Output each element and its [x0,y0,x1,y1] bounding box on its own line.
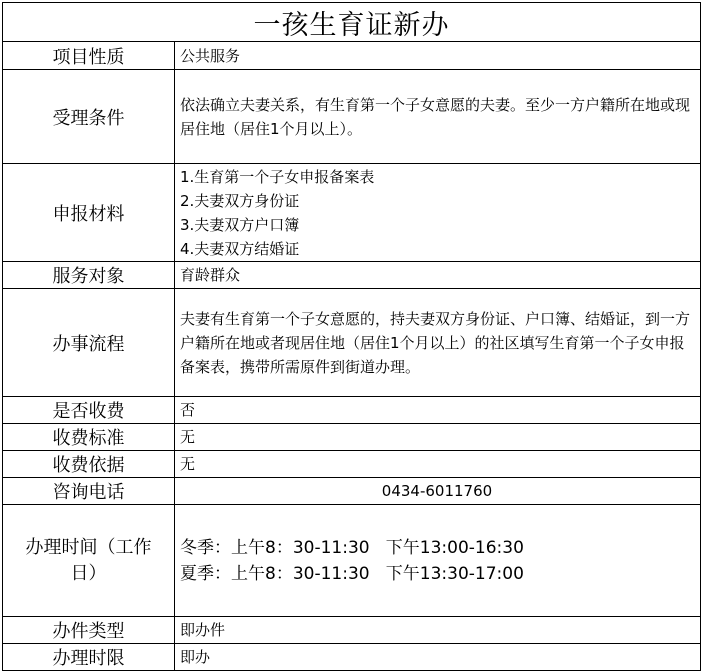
table-row [3,451,701,478]
hours-value [175,505,701,617]
table-row [3,505,701,617]
row-value: 否 [175,397,701,424]
row-value [175,70,701,164]
winter-hours: 冬季：上午8：30-11:30 下午13:00-16:30 [180,537,524,558]
list-item: 1.生育第一个子女申报备案表 [180,167,375,186]
row-value: 公共服务 [175,42,701,70]
row-value [175,289,701,397]
row-label: 收费依据 [3,451,175,478]
table-row [3,424,701,451]
row-value: 育龄群众 [175,262,701,289]
row-label: 受理条件 [3,70,175,164]
table-row [3,289,701,397]
hours-label-line2: 日） [70,562,107,584]
row-label: 申报材料 [3,164,175,262]
list-item: 2.夫妻双方身份证 [180,191,300,210]
table-row [3,478,701,505]
phone-number: 0434-6011760 [175,478,701,505]
row-value: 无 [175,451,701,478]
hours-label-line1: 办理时间（工作 [25,536,152,558]
table-row [3,644,701,671]
list-item: 4.夫妻双方结婚证 [180,239,300,258]
table-row [3,617,701,644]
row-label: 服务对象 [3,262,175,289]
table-row [3,397,701,424]
table-row [3,262,701,289]
table-row [3,42,701,70]
materials-list [175,164,701,262]
info-table [2,41,701,671]
row-label: 是否收费 [3,397,175,424]
row-label: 收费标准 [3,424,175,451]
table-row [3,164,701,262]
list-item: 3.夫妻双方户口簿 [180,215,300,234]
row-label [3,505,175,617]
row-value: 即办件 [175,617,701,644]
row-label: 咨询电话 [3,478,175,505]
row-label: 办理时限 [3,644,175,671]
conditions-text: 依法确立夫妻关系，有生育第一个子女意愿的夫妻。至少一方户籍所在地或现居住地（居住1个月以上）。 [180,95,691,138]
row-label: 项目性质 [3,42,175,70]
process-text: 夫妻有生育第一个子女意愿的，持夫妻双方身份证、户口簿、结婚证，到一方户籍所在地或者现居住地（居住1个月以上）的社区填写生育第一个子女申报备案表，携带所需原件到街道办理。 [180,309,691,376]
row-value: 无 [175,424,701,451]
table-row [3,70,701,164]
row-label: 办件类型 [3,617,175,644]
row-label: 办事流程 [3,289,175,397]
summer-hours: 夏季：上午8：30-11:30 下午13:30-17:00 [180,563,524,584]
row-value: 即办 [175,644,701,671]
page-title: 一孩生育证新办 [2,2,701,42]
